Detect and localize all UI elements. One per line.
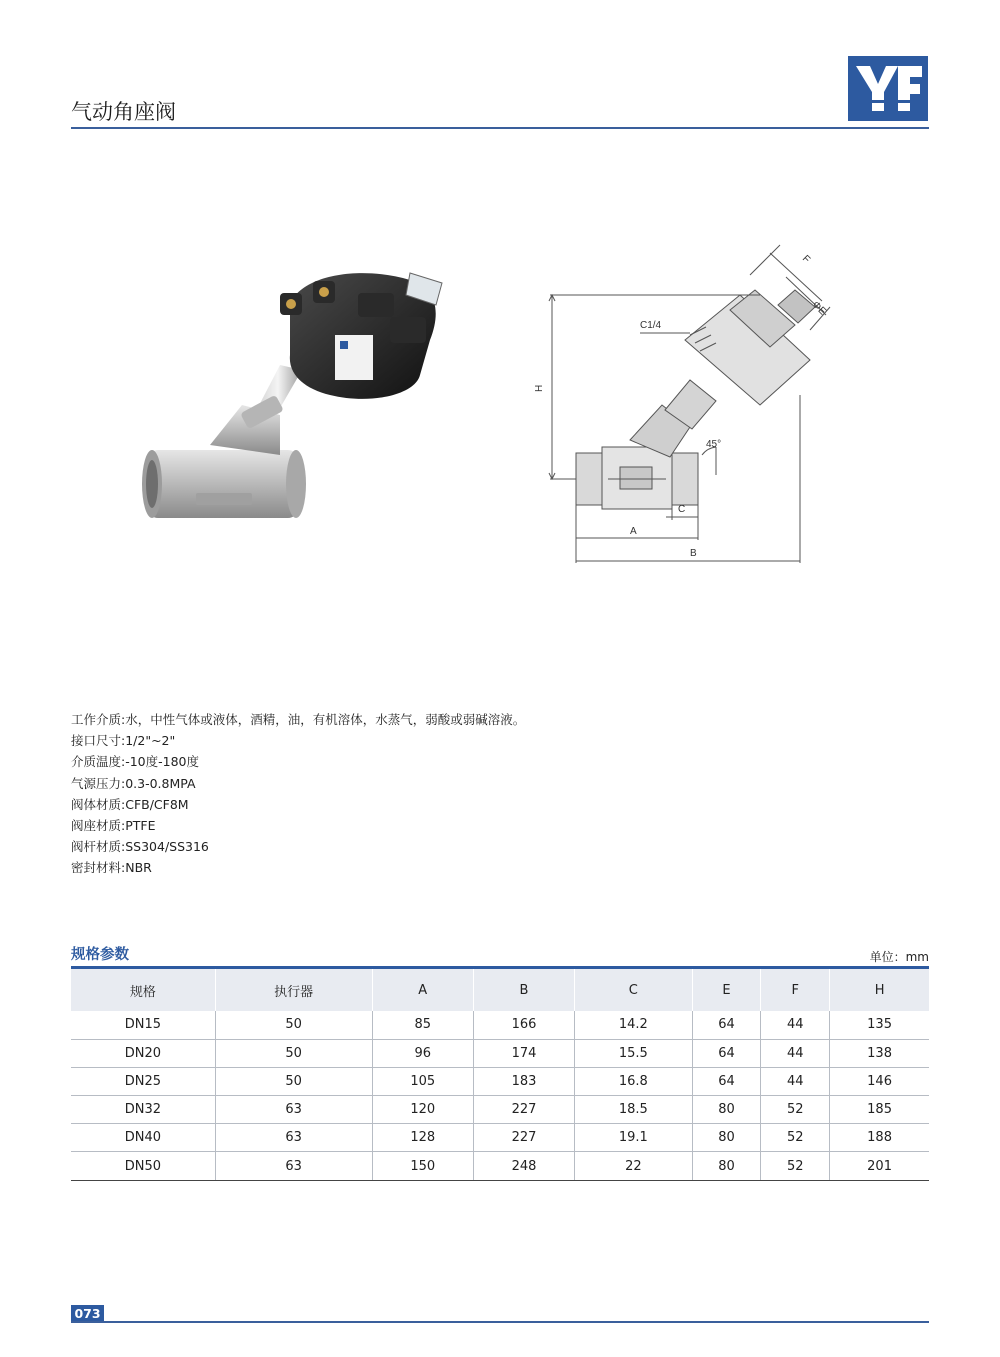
- table-cell: 227: [473, 1124, 574, 1152]
- table-cell: DN40: [71, 1124, 215, 1152]
- spec-row-temperature: 介质温度:-10度-180度: [71, 754, 200, 770]
- table-cell: 146: [830, 1067, 929, 1095]
- table-cell: 174: [473, 1039, 574, 1067]
- col-header: 规格: [71, 969, 215, 1011]
- table-row: [71, 1152, 929, 1180]
- label-h: H: [534, 384, 545, 392]
- table-cell: DN32: [71, 1096, 215, 1124]
- table-cell: 44: [761, 1039, 830, 1067]
- spec-row-pressure: 气源压力:0.3-0.8MPA: [71, 775, 196, 791]
- table-cell: 135: [830, 1011, 929, 1039]
- table-cell: 85: [372, 1011, 473, 1039]
- table-cell: 22: [575, 1152, 692, 1180]
- label-b: B: [690, 548, 697, 559]
- label-angle: 45°: [706, 439, 722, 450]
- label-a: A: [630, 526, 637, 537]
- col-header: A: [372, 969, 473, 1011]
- table-cell: 44: [761, 1067, 830, 1095]
- col-header: C: [575, 969, 692, 1011]
- table-unit: 单位：mm: [869, 950, 929, 964]
- table-title: 规格参数: [71, 947, 129, 963]
- table-cell: 188: [830, 1124, 929, 1152]
- table-cell: 16.8: [575, 1067, 692, 1095]
- table-cell: DN20: [71, 1039, 215, 1067]
- table-cell: 64: [692, 1011, 761, 1039]
- table-cell: 80: [692, 1124, 761, 1152]
- valve-product-photo: [130, 255, 450, 545]
- spec-row-medium: 工作介质:水，中性气体或液体，酒精，油，有机溶体，水蒸气，弱酸或弱碱溶液。: [71, 712, 526, 727]
- table-cell: 44: [761, 1011, 830, 1039]
- table-cell: 105: [372, 1067, 473, 1095]
- table-cell: 227: [473, 1096, 574, 1124]
- table-cell: 18.5: [575, 1096, 692, 1124]
- table-cell: 63: [215, 1124, 372, 1152]
- page-title: 气动角座阀: [71, 100, 176, 124]
- label-c: C: [678, 504, 686, 515]
- table-cell: 201: [830, 1152, 929, 1180]
- col-header: B: [473, 969, 574, 1011]
- table-cell: 50: [215, 1039, 372, 1067]
- table-cell: 248: [473, 1152, 574, 1180]
- table-cell: 183: [473, 1067, 574, 1095]
- table-cell: 80: [692, 1096, 761, 1124]
- spec-row-seat-material: 阀座材质:PTFE: [71, 818, 156, 834]
- page-number: 073: [71, 1305, 104, 1322]
- valve-dimension-drawing: [530, 235, 840, 575]
- spec-table: [71, 969, 929, 1181]
- table-cell: 166: [473, 1011, 574, 1039]
- col-header: 执行器: [215, 969, 372, 1011]
- table-cell: 52: [761, 1152, 830, 1180]
- col-header: H: [830, 969, 929, 1011]
- col-header: E: [692, 969, 761, 1011]
- table-cell: 185: [830, 1096, 929, 1124]
- table-cell: 52: [761, 1124, 830, 1152]
- spec-list: [71, 709, 525, 879]
- spec-row-size: 接口尺寸:1/2"~2": [71, 733, 176, 749]
- col-header: F: [761, 969, 830, 1011]
- yf-logo: [848, 56, 928, 121]
- label-c14: C1/4: [640, 320, 662, 331]
- table-row: [71, 1039, 929, 1067]
- table-cell: 64: [692, 1067, 761, 1095]
- spec-row-body-material: 阀体材质:CFB/CF8M: [71, 796, 189, 812]
- table-cell: 150: [372, 1152, 473, 1180]
- table-cell: 50: [215, 1067, 372, 1095]
- table-cell: 52: [761, 1096, 830, 1124]
- table-cell: 14.2: [575, 1011, 692, 1039]
- table-cell: 120: [372, 1096, 473, 1124]
- table-cell: 138: [830, 1039, 929, 1067]
- label-f: F: [799, 253, 812, 266]
- table-row: [71, 1067, 929, 1095]
- label-phi-e: ΦE: [809, 299, 829, 318]
- table-cell: DN50: [71, 1152, 215, 1180]
- table-cell: DN25: [71, 1067, 215, 1095]
- table-row: [71, 1011, 929, 1039]
- table-cell: 63: [215, 1096, 372, 1124]
- table-cell: 50: [215, 1011, 372, 1039]
- table-cell: 96: [372, 1039, 473, 1067]
- table-cell: 80: [692, 1152, 761, 1180]
- table-cell: 128: [372, 1124, 473, 1152]
- table-cell: 19.1: [575, 1124, 692, 1152]
- header-rule: [71, 127, 929, 129]
- table-cell: 15.5: [575, 1039, 692, 1067]
- spec-row-seal-material: 密封材料:NBR: [71, 860, 152, 876]
- spec-row-stem-material: 阀杆材质:SS304/SS316: [71, 839, 209, 855]
- table-header-row: [71, 969, 929, 1011]
- table-cell: DN15: [71, 1011, 215, 1039]
- table-row: [71, 1096, 929, 1124]
- footer-rule: [71, 1321, 929, 1323]
- table-cell: 63: [215, 1152, 372, 1180]
- table-row: [71, 1124, 929, 1152]
- table-cell: 64: [692, 1039, 761, 1067]
